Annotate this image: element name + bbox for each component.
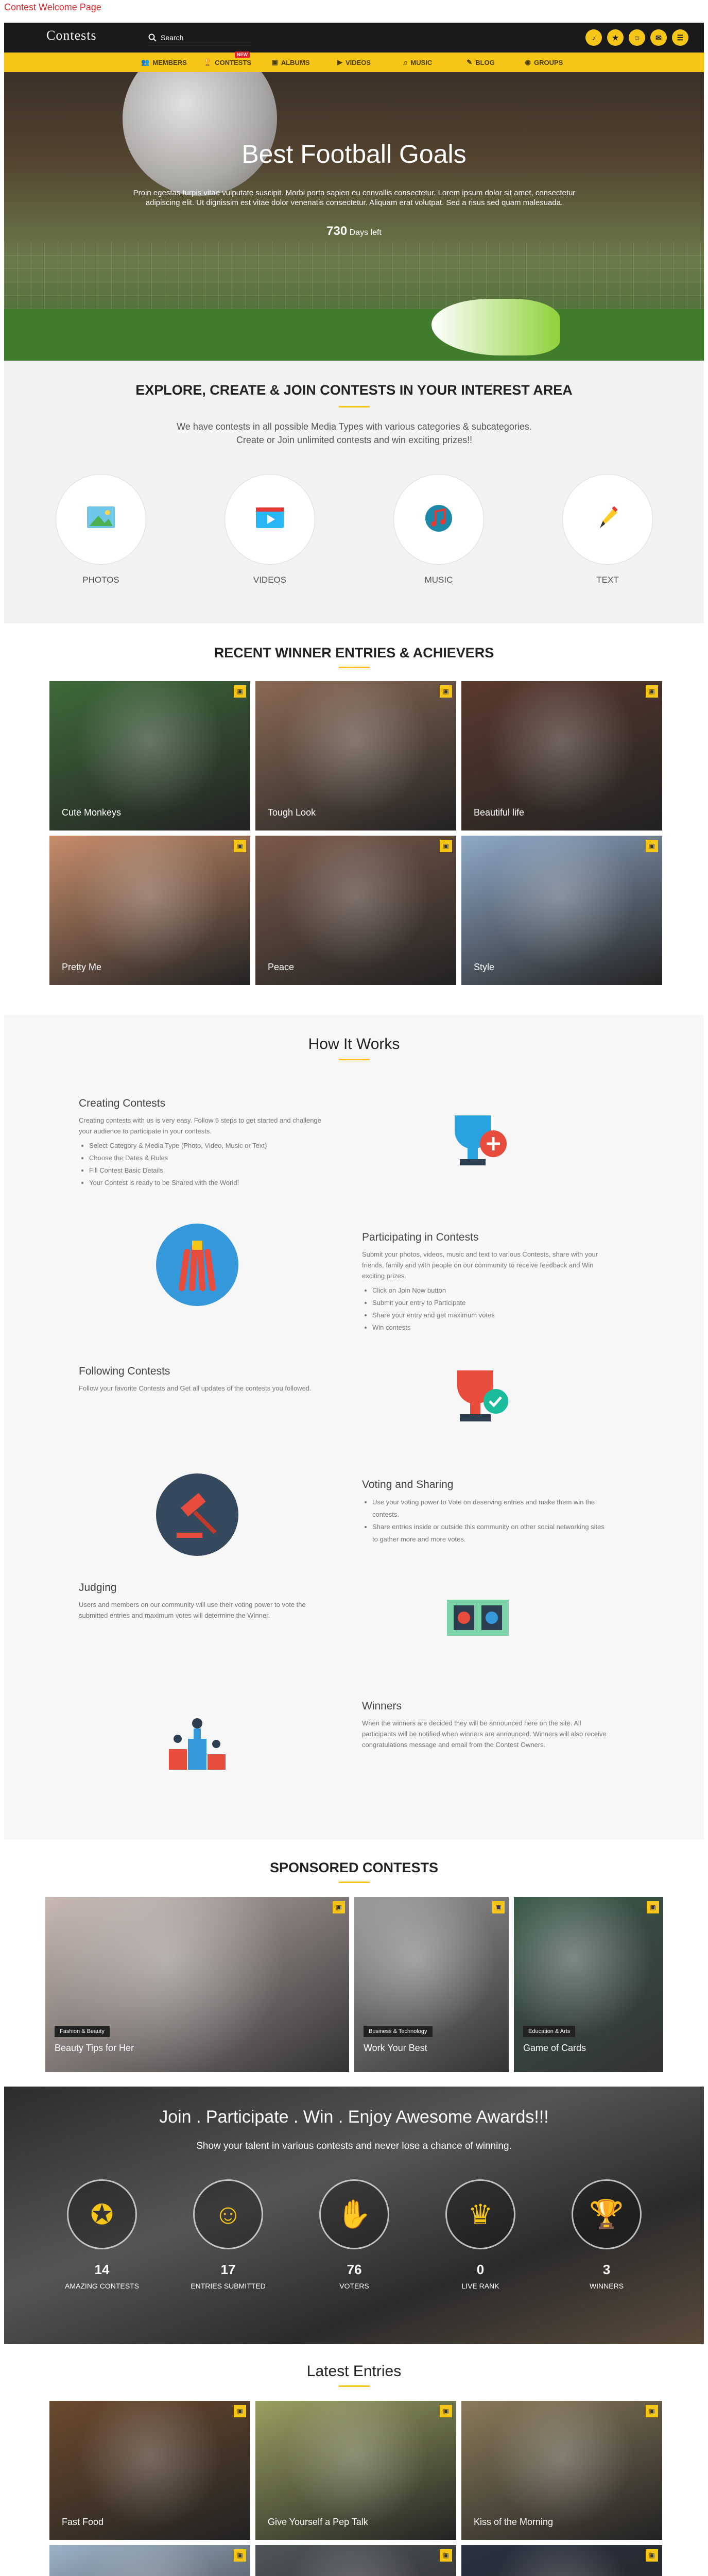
category-row [56, 474, 653, 585]
new-badge: NEW [235, 52, 250, 58]
step-text: Follow your favorite Contests and Get all updates of the contests you followed. [79, 1384, 312, 1392]
video-icon: ▶ [337, 58, 342, 66]
sponsored-slider [45, 1897, 663, 2072]
stats-subtitle: Show your talent in various contests and never lose a chance of winning. [196, 2141, 512, 2151]
vote-board-icon [434, 1571, 522, 1659]
step-title: Following Contests [79, 1365, 170, 1377]
site-logo[interactable] [46, 28, 97, 43]
users-icon: 👥 [141, 58, 150, 66]
title-underline [339, 2385, 370, 2387]
image-icon: ▣ [440, 2405, 452, 2417]
days-left [4, 224, 704, 239]
stat-3 [310, 2179, 398, 2290]
sponsored-card[interactable] [514, 1897, 663, 2072]
explore-line-1: We have contests in all possible Media Types with various categories & subcategories. [177, 421, 532, 432]
menu-item-albums[interactable] [259, 53, 322, 72]
entry-tile[interactable] [461, 836, 662, 985]
days-label: Days left [349, 228, 382, 237]
stat-label: LIVE RANK [461, 2282, 499, 2290]
entry-tile[interactable] [49, 2545, 250, 2576]
title-underline [339, 1059, 370, 1060]
step-bullet: • Win contests [372, 1321, 609, 1334]
step-bullet: • Your Contest is ready to be Shared with the World! [89, 1177, 326, 1189]
contests-icon: ✪ [90, 2199, 114, 2230]
step-text: Users and members on our community will use their voting power to vote the submitted entries and maximum votes will determine the Winner. [79, 1601, 306, 1619]
entry-caption: Style [474, 962, 495, 972]
search-box[interactable] [148, 30, 251, 45]
pen-icon [590, 500, 626, 539]
entry-caption: Kiss of the Morning [474, 2517, 554, 2527]
entry-caption: Fast Food [62, 2517, 104, 2527]
stat-number: 17 [220, 2262, 236, 2277]
sponsored-title: SPONSORED CONTESTS [269, 1860, 439, 1875]
menu-label: MUSIC [410, 58, 433, 66]
stat-label: ENTRIES SUBMITTED [191, 2282, 266, 2290]
entry-tile[interactable] [461, 681, 662, 831]
menu-item-members[interactable] [132, 53, 196, 72]
step-bullet: • Fill Contest Basic Details [89, 1164, 326, 1177]
menu-item-music[interactable] [386, 53, 449, 72]
step-bullet: • Choose the Dates & Rules [89, 1152, 326, 1164]
step-title: Creating Contests [79, 1097, 166, 1109]
entry-caption: Cute Monkeys [62, 807, 122, 818]
image-icon: ▣ [440, 2549, 452, 2562]
category-videos[interactable] [225, 474, 315, 585]
search-icon [148, 33, 157, 42]
stat-2 [184, 2179, 272, 2290]
image-icon: ▣ [333, 1901, 345, 1913]
step-title: Participating in Contests [362, 1231, 479, 1243]
rank-icon: ♛ [468, 2199, 493, 2230]
stat-label: VOTERS [339, 2282, 369, 2290]
stat-label: AMAZING CONTESTS [65, 2282, 139, 2290]
stat-circle [445, 2179, 515, 2249]
sponsored-card[interactable] [354, 1897, 509, 2072]
stat-circle [572, 2179, 642, 2249]
bell-icon[interactable]: ♪ [585, 29, 602, 46]
category-circle [393, 474, 484, 565]
image-icon: ▣ [440, 840, 452, 852]
menu-label: GROUPS [534, 58, 563, 66]
menu-item-videos[interactable] [322, 53, 386, 72]
winners-section [4, 623, 704, 1015]
hands-up-icon [153, 1221, 241, 1309]
entry-caption: Tough Look [268, 807, 316, 818]
entry-tile[interactable] [49, 2401, 250, 2540]
music-icon: ♫ [402, 58, 408, 66]
category-text[interactable] [562, 474, 653, 585]
step-bullet: • Submit your entry to Participate [372, 1297, 609, 1309]
stats-title: Join . Participate . Win . Enjoy Awesome Awards!!! [159, 2107, 549, 2127]
category-label: MUSIC [424, 575, 453, 585]
explore-section [4, 361, 704, 623]
hero-description: Proin egestas turpis vitae vulputate suscipit. Morbi porta sapien eu convallis consectetur. Lorem ipsum dolor sit amet, consectetur adipiscing elit. Ut dignissim est vitae dolor venenatis consectetur. Aliquam erat volutpat. Sed a risus sed quam malesuada. [133, 189, 576, 207]
step-4 [362, 1479, 609, 1546]
mail-icon[interactable]: ✉ [650, 29, 667, 46]
entry-tile[interactable] [49, 681, 250, 831]
step-bullets [372, 1284, 609, 1334]
step-3 [79, 1365, 326, 1394]
main-menu [4, 53, 704, 72]
image-icon: ▣ [646, 685, 658, 698]
search-input[interactable]: Search [161, 33, 184, 42]
sponsored-section [4, 1839, 704, 2087]
step-title: Judging [79, 1582, 117, 1594]
menu-item-contests[interactable] [196, 53, 259, 72]
stats-section [4, 2087, 704, 2344]
step-text: When the winners are decided they will be announced here on the site. All participants will be notified when winners are announced. Winners will also receive congratulations message and email from the Contest Owners. [362, 1719, 607, 1749]
step-bullet: • Click on Join Now button [372, 1284, 609, 1297]
stat-circle [193, 2179, 263, 2249]
image-icon: ▣ [234, 2549, 246, 2562]
image-icon: ▣ [492, 1901, 505, 1913]
music-icon [421, 500, 457, 539]
step-bullet: • Use your voting power to Vote on deserving entries and make them win the contests. [372, 1496, 609, 1521]
title-underline [339, 1882, 370, 1883]
latest-grid [49, 2401, 662, 2576]
category-photos[interactable] [56, 474, 146, 585]
sponsored-category[interactable]: Education & Arts [523, 2026, 575, 2037]
logo-text: Contests [46, 28, 97, 43]
sponsored-category[interactable]: Fashion & Beauty [55, 2026, 110, 2037]
photo-icon [83, 500, 119, 539]
header-icons [585, 29, 688, 46]
stat-circle [67, 2179, 137, 2249]
sponsored-category[interactable]: Business & Technology [364, 2026, 433, 2037]
days-number: 730 [326, 224, 348, 238]
image-icon: ▣ [647, 1901, 659, 1913]
stat-number: 3 [602, 2262, 611, 2277]
step-title: Voting and Sharing [362, 1479, 454, 1490]
entry-tile[interactable] [255, 681, 456, 831]
title-underline [339, 406, 370, 408]
video-icon [252, 500, 288, 539]
step-bullets [89, 1140, 326, 1189]
stat-number: 76 [347, 2262, 362, 2277]
step-bullet: • Select Category & Media Type (Photo, Video, Music or Text) [89, 1140, 326, 1152]
stat-label: WINNERS [589, 2282, 624, 2290]
album-icon: ▣ [271, 58, 278, 66]
menu-label: MEMBERS [152, 58, 187, 66]
entry-tile[interactable] [461, 2401, 662, 2540]
vote-hand-icon: ✋ [337, 2198, 372, 2230]
menu-label: CONTESTS [215, 58, 251, 66]
sponsored-title: Game of Cards [523, 2043, 586, 2053]
explore-text [148, 420, 560, 447]
step-bullets [372, 1496, 609, 1546]
step-text: Submit your photos, videos, music and text to various Contests, share with your friends, family and with people on our community to receive feedback and Win exciting prizes. [362, 1250, 598, 1280]
how-title: How It Works [308, 1036, 400, 1053]
menu-label: VIDEOS [345, 58, 371, 66]
explore-title: EXPLORE, CREATE & JOIN CONTESTS IN YOUR INTEREST AREA [135, 382, 573, 398]
menu-label: ALBUMS [281, 58, 310, 66]
step-2 [362, 1231, 609, 1334]
entry-caption: Give Yourself a Pep Talk [268, 2517, 368, 2527]
sponsored-title: Work Your Best [364, 2043, 427, 2053]
menu-icon[interactable]: ☰ [672, 29, 688, 46]
user-icon[interactable]: ☺ [629, 29, 645, 46]
stat-4 [437, 2179, 524, 2290]
top-bar [4, 23, 704, 53]
menu-item-blog[interactable] [449, 53, 512, 72]
entry-tile[interactable] [255, 836, 456, 985]
category-music[interactable] [393, 474, 484, 585]
star-icon[interactable]: ★ [607, 29, 624, 46]
step-5 [79, 1582, 326, 1621]
image-icon: ▣ [234, 2405, 246, 2417]
football-image [123, 72, 277, 196]
winners-grid [49, 681, 662, 990]
winners-title: RECENT WINNER ENTRIES & ACHIEVERS [214, 645, 494, 660]
stat-circle [319, 2179, 389, 2249]
stat-number: 0 [476, 2262, 485, 2277]
trophy-add-icon [434, 1095, 522, 1182]
menu-label: BLOG [475, 58, 495, 66]
podium-icon [153, 1695, 241, 1783]
stat-1 [58, 2179, 146, 2290]
entry-caption: Peace [268, 962, 295, 972]
category-circle [562, 474, 653, 565]
entry-tile[interactable] [461, 2545, 662, 2576]
step-title: Winners [362, 1700, 402, 1712]
category-circle [225, 474, 315, 565]
step-bullet: • Share your entry and get maximum votes [372, 1309, 609, 1321]
category-circle [56, 474, 146, 565]
image-icon: ▣ [234, 685, 246, 698]
explore-line-2: Create or Join unlimited contests and win exciting prizes!! [236, 435, 473, 445]
page-label: Contest Welcome Page [4, 2, 101, 12]
entry-caption: Pretty Me [62, 962, 102, 972]
winner-cup-icon: 🏆 [589, 2198, 624, 2230]
image-icon: ▣ [646, 2405, 658, 2417]
entries-icon: ☺ [214, 2199, 243, 2230]
image-icon: ▣ [234, 840, 246, 852]
entry-tile[interactable] [255, 2401, 456, 2540]
latest-entries-section [4, 2344, 704, 2576]
goal-net-image [4, 242, 704, 309]
sponsored-card[interactable] [45, 1897, 349, 2072]
image-icon: ▣ [440, 685, 452, 698]
how-it-works-section [4, 1015, 704, 1839]
trophy-icon: 🏆 [203, 58, 212, 66]
image-icon: ▣ [646, 2549, 658, 2562]
latest-title: Latest Entries [306, 2363, 402, 2380]
stat-number: 14 [94, 2262, 110, 2277]
entry-caption: Beautiful life [474, 807, 525, 818]
grass-image [4, 309, 704, 361]
gavel-icon [153, 1471, 241, 1558]
hero-title[interactable]: Best Football Goals [241, 140, 467, 168]
image-icon: ▣ [646, 840, 658, 852]
groups-icon: ◉ [525, 58, 531, 66]
step-1 [79, 1097, 326, 1189]
step-6 [362, 1700, 609, 1750]
title-underline [339, 667, 370, 668]
sponsored-title: Beauty Tips for Her [55, 2043, 134, 2053]
hero-banner [4, 72, 704, 361]
category-label: PHOTOS [82, 575, 119, 585]
trophy-check-icon [434, 1352, 522, 1440]
step-bullet: • Share entries inside or outside this community on other social networking sites to gather more and more votes. [372, 1521, 609, 1546]
category-label: TEXT [596, 575, 619, 585]
step-text: Creating contests with us is very easy. Follow 5 steps to get started and challenge your audience to participate in your contests. [79, 1116, 321, 1135]
blog-icon: ✎ [467, 58, 473, 66]
stat-5 [563, 2179, 650, 2290]
entry-tile[interactable] [49, 836, 250, 985]
entry-tile[interactable] [255, 2545, 456, 2576]
menu-item-groups[interactable] [512, 53, 576, 72]
category-label: VIDEOS [253, 575, 287, 585]
